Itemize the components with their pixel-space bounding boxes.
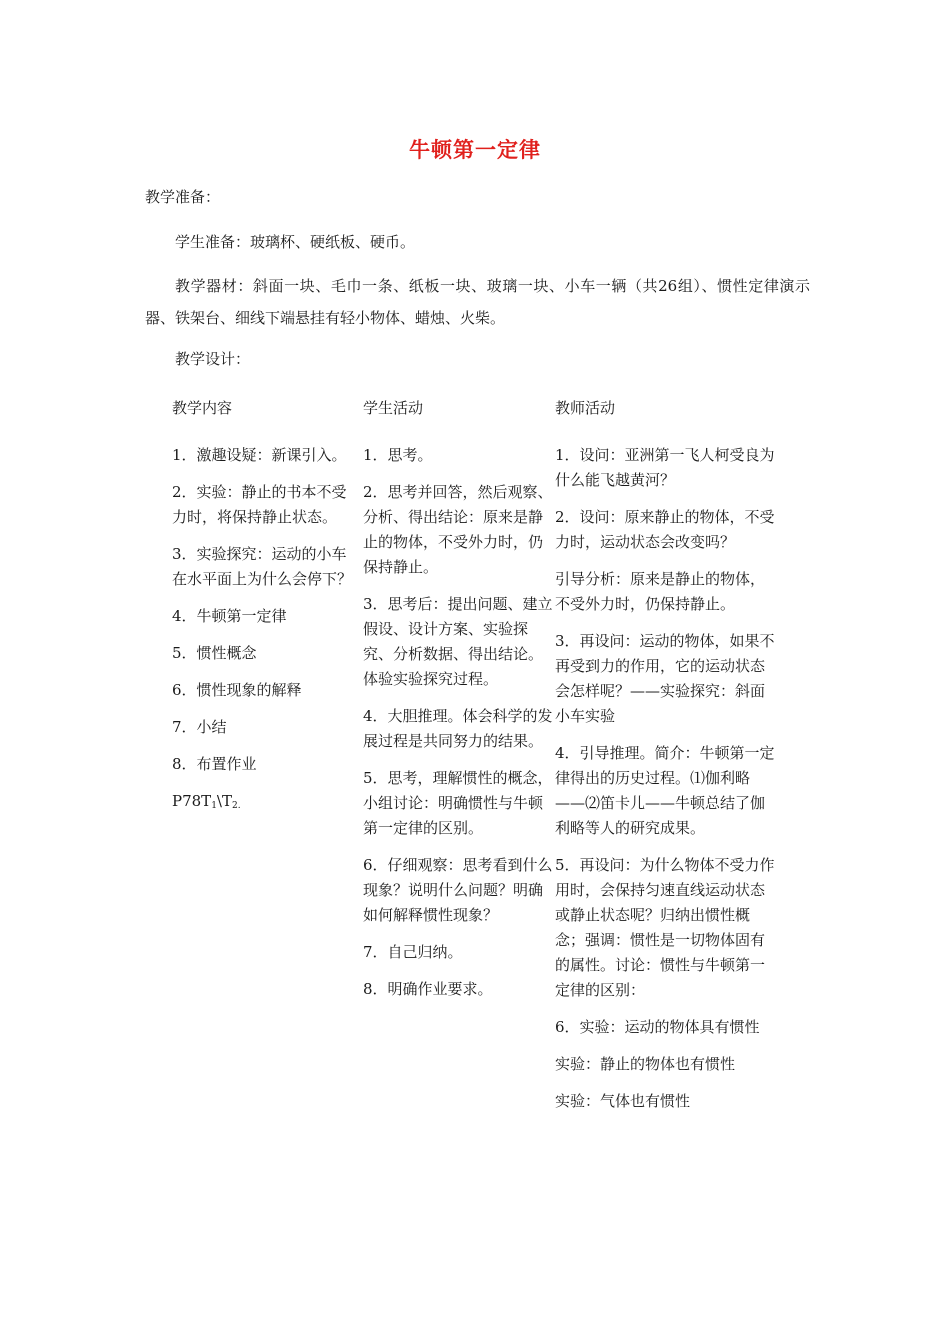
content-column-header: 教学内容 [172, 399, 233, 417]
teacher-item: 引导分析：原来是静止的物体，不受外力时，仍保持静止。 [555, 570, 766, 613]
homework-reference [172, 789, 352, 819]
teacher-column-header: 教师活动 [555, 399, 616, 417]
homework-sub2: 2. [231, 801, 241, 811]
homework-middle: \T [216, 792, 232, 810]
content-column [172, 393, 352, 831]
student-item: 3．思考后：提出问题、建立假设、设计方案、实验探究、分析数据、得出结论。体验实验探究过程。 [363, 595, 553, 688]
content-item: 2．实验：静止的书本不受力时，将保持静止状态。 [172, 483, 347, 526]
student-item: 5．思考，理解惯性的概念，小组讨论：明确惯性与牛顿第一定律的区别。 [363, 769, 553, 837]
student-item: 8．明确作业要求。 [363, 980, 493, 998]
student-column [363, 393, 553, 1014]
page-title: 牛顿第一定律 [409, 138, 541, 162]
student-prep-text: 学生准备：玻璃杯、硬纸板、硬币。 [175, 233, 416, 251]
content-item: 4．牛顿第一定律 [172, 607, 287, 625]
equipment-text: 教学器材：斜面一块、毛巾一条、纸板一块、玻璃一块、小车一辆（共26组）、惯性定律演示器、铁架台、细线下端悬挂有轻小物体、蜡烛、火柴。 [145, 277, 810, 327]
teacher-item: 1．设问：亚洲第一飞人柯受良为什么能飞越黄河？ [555, 446, 775, 489]
homework-sub1: 1 [211, 801, 217, 811]
student-column-header: 学生活动 [363, 399, 424, 417]
content-item: 6．惯性现象的解释 [172, 681, 302, 699]
homework-prefix: P78T [172, 792, 212, 810]
prep-heading: 教学准备： [145, 188, 221, 206]
student-item: 6．仔细观察：思考看到什么现象？说明什么问题？明确如何解释惯性现象？ [363, 856, 553, 924]
teacher-item: 实验：静止的物体也有惯性 [555, 1055, 736, 1073]
content-item: 1．激趣设疑：新课引入。 [172, 446, 347, 464]
teacher-item: 4．引导推理。简介：牛顿第一定律得出的历史过程。⑴伽利略——⑵笛卡儿——牛顿总结了伽利略等人的研究成果。 [555, 744, 775, 837]
teacher-item: 3．再设问：运动的物体，如果不再受到力的作用，它的运动状态会怎样呢？——实验探究：斜面小车实验 [555, 632, 775, 725]
content-item: 5．惯性概念 [172, 644, 257, 662]
content-item: 8．布置作业 [172, 755, 257, 773]
content-item: 3．实验探究：运动的小车在水平面上为什么会停下？ [172, 545, 353, 588]
student-item: 7．自己归纳。 [363, 943, 463, 961]
teacher-item: 2．设问：原来静止的物体，不受力时，运动状态会改变吗？ [555, 508, 775, 551]
student-item: 1．思考。 [363, 446, 433, 464]
student-item: 4．大胆推理。体会科学的发展过程是共同努力的结果。 [363, 707, 553, 750]
teacher-column [555, 393, 777, 1126]
content-item: 7．小结 [172, 718, 227, 736]
teacher-item: 实验：气体也有惯性 [555, 1092, 691, 1110]
teacher-item: 5．再设问：为什么物体不受力作用时，会保持匀速直线运动状态或静止状态呢？归纳出惯性概念；强调：惯性是一切物体固有的属性。讨论：惯性与牛顿第一定律的区别： [555, 856, 775, 999]
design-heading: 教学设计： [175, 350, 251, 368]
student-item: 2．思考并回答，然后观察、分析、得出结论：原来是静止的物体，不受外力时，仍保持静止。 [363, 483, 553, 576]
teacher-item: 6．实验：运动的物体具有惯性 [555, 1018, 760, 1036]
